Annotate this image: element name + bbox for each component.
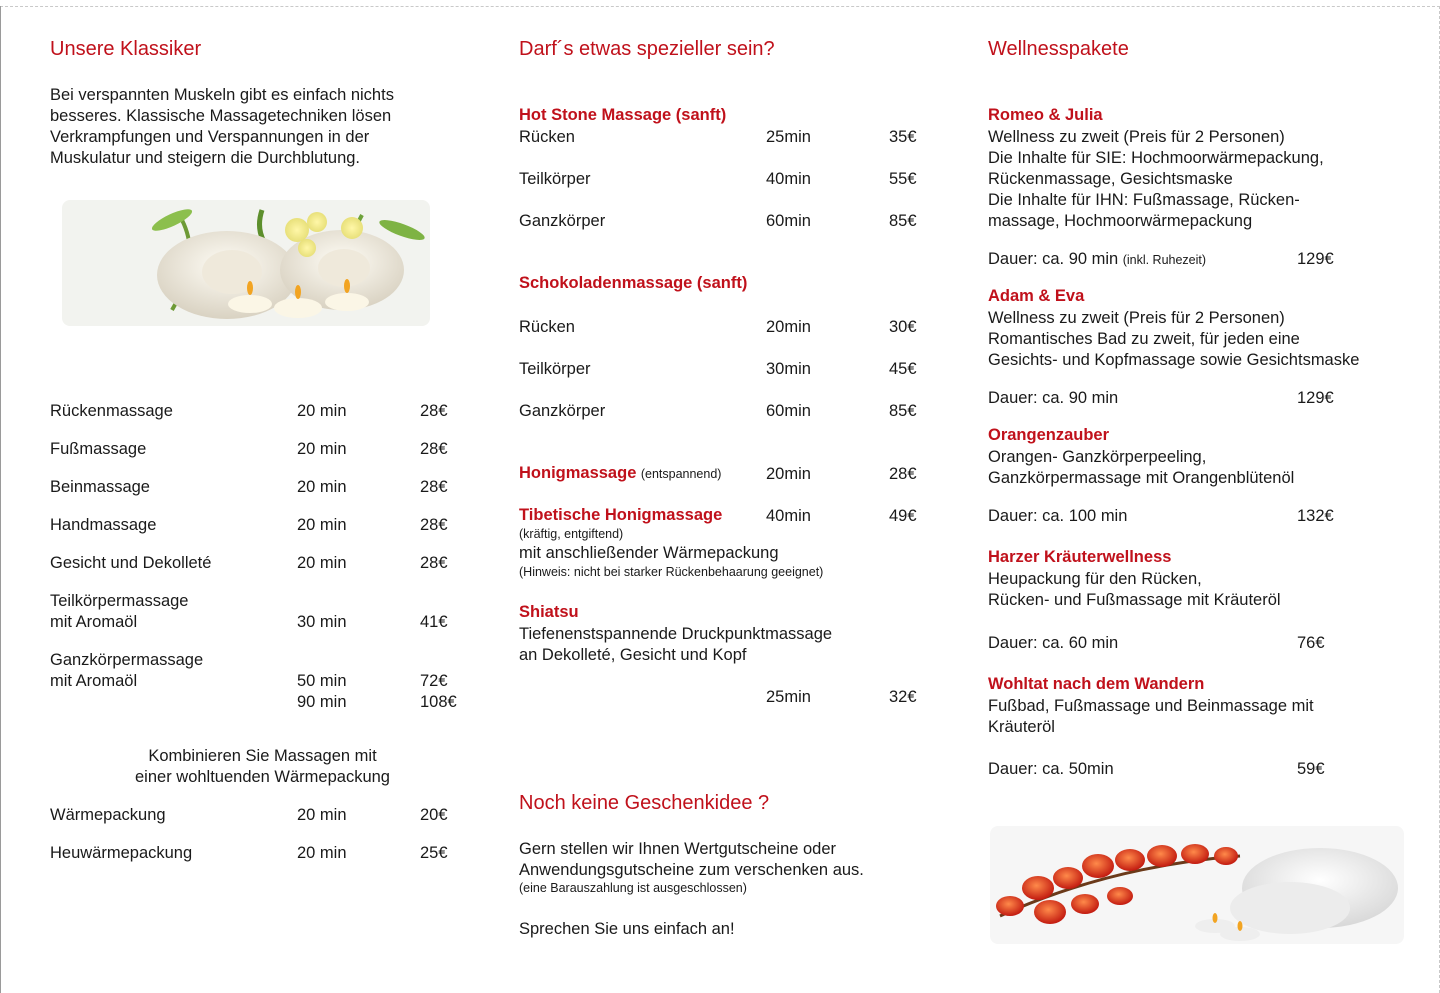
item-price: 55€ [889, 170, 917, 188]
package-line: Die Inhalte für IHN: Fußmassage, Rücken- [988, 191, 1300, 209]
package-title: Harzer Kräuterwellness [988, 548, 1172, 566]
package-price: 76€ [1297, 634, 1325, 652]
item-price: 25€ [420, 844, 448, 862]
schoko-title: Schokoladenmassage (sanft) [519, 274, 748, 292]
gift-cta: Sprechen Sie uns einfach an! [519, 920, 735, 938]
item-time: 60min [766, 212, 811, 230]
package-line: Wellness zu zweit (Preis für 2 Personen) [988, 128, 1285, 146]
item-price: 28€ [420, 440, 448, 458]
duration-note: (inkl. Ruhezeit) [1122, 253, 1207, 267]
item-time: 20 min [297, 806, 347, 824]
package-line: Rücken- und Fußmassage mit Kräuteröl [988, 591, 1281, 609]
item-name: Gesicht und Dekolleté [50, 554, 212, 572]
gift-line: Gern stellen wir Ihnen Wertgutscheine oder [519, 840, 837, 858]
tibet-note: (kräftig, entgiftend) [519, 527, 624, 541]
package-line: Fußbad, Fußmassage und Beinmassage mit [988, 697, 1314, 715]
item-price: 49€ [889, 507, 917, 525]
gift-note: (eine Barauszahlung ist ausgeschlossen) [519, 881, 747, 895]
package-title: Adam & Eva [988, 287, 1085, 305]
combine-line: Kombinieren Sie Massagen mit [148, 747, 377, 765]
item-name: Ganzkörper [519, 402, 606, 420]
gift-heading: Noch keine Geschenkidee ? [519, 792, 770, 814]
wellness-heading: Wellnesspakete [988, 38, 1129, 60]
item-price: 20€ [420, 806, 448, 824]
intro-line: Bei verspannten Muskeln gibt es einfach nichts [50, 86, 394, 104]
gift-line: Anwendungsgutscheine zum verschenken aus. [519, 861, 864, 879]
shiatsu-line: an Dekolleté, Gesicht und Kopf [519, 646, 747, 664]
item-time: 20 min [297, 440, 347, 458]
item-time: 30 min [297, 613, 347, 631]
package-duration: Dauer: ca. 50min [988, 760, 1114, 778]
package-title: Wohltat nach dem Wandern [988, 675, 1205, 693]
package-price: 129€ [1297, 389, 1334, 407]
package-price: 59€ [1297, 760, 1325, 778]
package-line: Romantisches Bad zu zweit, für jeden eine [988, 330, 1300, 348]
item-price: 32€ [889, 688, 917, 706]
tibet-hint: (Hinweis: nicht bei starker Rückenbehaarung geeignet) [519, 565, 824, 579]
package-line: Ganzkörpermassage mit Orangenblütenöl [988, 469, 1295, 487]
intro-line: Muskulatur und steigern die Durchblutung. [50, 149, 361, 167]
item-price: 85€ [889, 402, 917, 420]
package-line: Heupackung für den Rücken, [988, 570, 1202, 588]
tibet-line: mit anschließender Wärmepackung [519, 544, 779, 562]
item-price: 30€ [889, 318, 917, 336]
package-line: Gesichts- und Kopfmassage sowie Gesichtsmaske [988, 351, 1360, 369]
item-time: 20 min [297, 844, 347, 862]
intro-line: Verkrampfungen und Verspannungen in der [50, 128, 370, 146]
item-name: Ganzkörper [519, 212, 606, 230]
item-time: 25min [766, 688, 811, 706]
item-time: 20 min [297, 554, 347, 572]
item-time: 30min [766, 360, 811, 378]
item-name: Rücken [519, 128, 575, 146]
item-name: Beinmassage [50, 478, 150, 496]
item-price: 41€ [420, 613, 448, 631]
item-price: 28€ [889, 465, 917, 483]
package-price: 129€ [1297, 250, 1334, 268]
item-time: 90 min [297, 693, 347, 711]
package-duration: Dauer: ca. 100 min [988, 507, 1128, 525]
combine-line: einer wohltuenden Wärmepackung [135, 768, 390, 786]
item-name: mit Aromaöl [50, 613, 138, 631]
item-time: 20 min [297, 516, 347, 534]
item-name: Heuwärmepackung [50, 844, 193, 862]
towels-candles-photo [62, 200, 430, 326]
item-name: Handmassage [50, 516, 157, 534]
package-duration [988, 249, 1206, 270]
shiatsu-title: Shiatsu [519, 603, 579, 621]
item-time: 20min [766, 465, 811, 483]
package-line: Orangen- Ganzkörperpeeling, [988, 448, 1207, 466]
item-time: 25min [766, 128, 811, 146]
classics-heading: Unsere Klassiker [50, 38, 202, 60]
tibet-title: Tibetische Honigmassage [519, 506, 723, 524]
page-left-edge [0, 6, 1, 993]
item-time: 20 min [297, 478, 347, 496]
package-description [988, 447, 1294, 489]
package-line: Die Inhalte für SIE: Hochmoorwärmepackung, [988, 149, 1324, 167]
item-price: 28€ [420, 402, 448, 420]
item-name: Fußmassage [50, 440, 147, 458]
special-heading: Darf´s etwas spezieller sein? [519, 38, 775, 60]
package-description [988, 127, 1324, 232]
item-name: Teilkörper [519, 360, 591, 378]
top-dashed-rule [0, 6, 1440, 7]
package-line: Kräuteröl [988, 718, 1055, 736]
item-name: Ganzkörpermassage [50, 651, 204, 669]
package-description [988, 308, 1359, 371]
package-description [988, 569, 1281, 611]
item-name: Teilkörper [519, 170, 591, 188]
duration-text: Dauer: ca. 90 min [988, 250, 1119, 268]
package-line: Rückenmassage, Gesichtsmaske [988, 170, 1233, 188]
item-price: 108€ [420, 693, 457, 711]
item-time: 20min [766, 318, 811, 336]
package-duration: Dauer: ca. 60 min [988, 634, 1119, 652]
item-time: 20 min [297, 402, 347, 420]
item-price: 72€ [420, 672, 448, 690]
package-title: Orangenzauber [988, 426, 1110, 444]
item-price: 28€ [420, 554, 448, 572]
intro-line: besseres. Klassische Massagetechniken lösen [50, 107, 392, 125]
item-name: mit Aromaöl [50, 672, 138, 690]
classics-intro [50, 85, 394, 169]
item-price: 35€ [889, 128, 917, 146]
hotstone-title: Hot Stone Massage (sanft) [519, 106, 727, 124]
item-price: 85€ [889, 212, 917, 230]
package-description [988, 696, 1314, 738]
honig-label [519, 464, 721, 483]
item-price: 45€ [889, 360, 917, 378]
shiatsu-line: Tiefenenstspannende Druckpunktmassage [519, 625, 833, 643]
item-time: 40min [766, 170, 811, 188]
honig-title: Honigmassage [519, 464, 637, 482]
item-time: 50 min [297, 672, 347, 690]
item-name: Rückenmassage [50, 402, 173, 420]
item-name: Teilkörpermassage [50, 592, 189, 610]
item-price: 28€ [420, 478, 448, 496]
package-line: Wellness zu zweit (Preis für 2 Personen) [988, 309, 1285, 327]
item-time: 40min [766, 507, 811, 525]
item-time: 60min [766, 402, 811, 420]
item-name: Wärmepackung [50, 806, 166, 824]
item-price: 28€ [420, 516, 448, 534]
honig-note: (entspannend) [640, 467, 722, 481]
orchid-towels-photo [990, 826, 1404, 944]
package-duration: Dauer: ca. 90 min [988, 389, 1119, 407]
package-price: 132€ [1297, 507, 1334, 525]
package-line: massage, Hochmoorwärmepackung [988, 212, 1253, 230]
combine-note [50, 746, 475, 788]
package-title: Romeo & Julia [988, 106, 1103, 124]
item-name: Rücken [519, 318, 575, 336]
